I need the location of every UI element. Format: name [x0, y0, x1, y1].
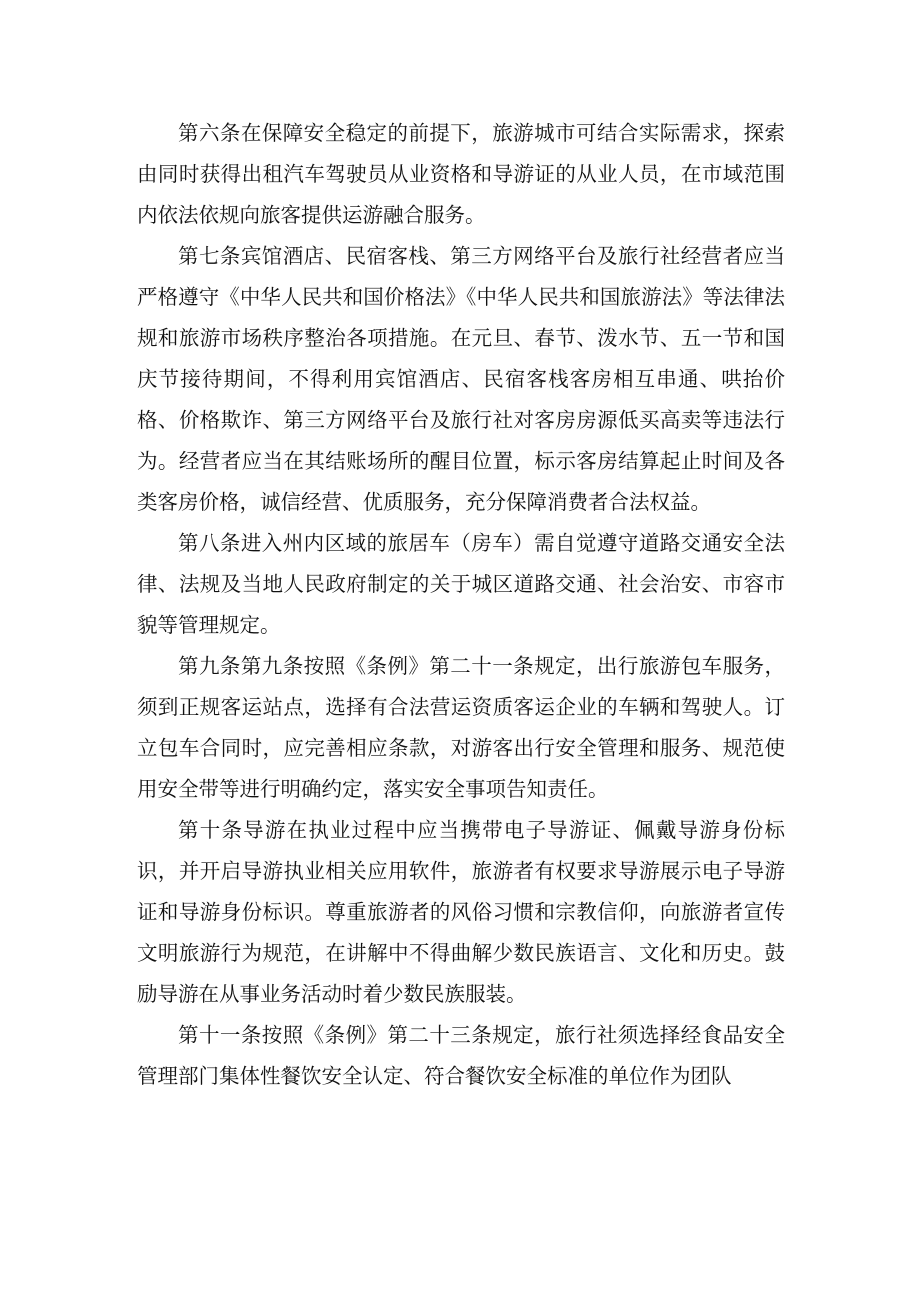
paragraph-article-7: 第七条宾馆酒店、民宿客栈、第三方网络平台及旅行社经营者应当严格遵守《中华人民共和国价格法》《中华人民共和国旅游法》等法律法规和旅游市场秩序整治各项措施。在元旦、春节、泼水节、五一节和国庆节接待期间，不得利用宾馆酒店、民宿客栈客房相互串通、哄抬价格、价格欺诈、第三方网络平台及旅行社对客房房源低买高卖等违法行为。经营者应当在其结账场所的醒目位置，标示客房结算起止时间及各类客房价格，诚信经营、优质服务，充分保障消费者合法权益。 — [137, 244, 785, 514]
paragraph-article-8: 第八条进入州内区域的旅居车（房车）需自觉遵守道路交通安全法律、法规及当地人民政府制定的关于城区道路交通、社会治安、市容市貌等管理规定。 — [137, 531, 785, 637]
paragraph-article-6: 第六条在保障安全稳定的前提下，旅游城市可结合实际需求，探索由同时获得出租汽车驾驶员从业资格和导游证的从业人员，在市域范围内依法依规向旅客提供运游融合服务。 — [137, 121, 785, 227]
paragraph-article-11: 第十一条按照《条例》第二十三条规定，旅行社须选择经食品安全管理部门集体性餐饮安全认定、符合餐饮安全标准的单位作为团队 — [137, 1023, 785, 1088]
paragraph-article-10: 第十条导游在执业过程中应当携带电子导游证、佩戴导游身份标识，并开启导游执业相关应用软件，旅游者有权要求导游展示电子导游证和导游身份标识。尊重旅游者的风俗习惯和宗教信仰，向旅游者宣传文明旅游行为规范，在讲解中不得曲解少数民族语言、文化和历史。鼓励导游在从事业务活动时着少数民族服装。 — [137, 818, 785, 1006]
paragraph-article-9: 第九条第九条按照《条例》第二十一条规定，出行旅游包车服务，须到正规客运站点，选择有合法营运资质客运企业的车辆和驾驶人。订立包车合同时，应完善相应条款，对游客出行安全管理和服务、规范使用安全带等进行明确约定，落实安全事项告知责任。 — [137, 654, 785, 801]
document-body — [137, 113, 785, 1097]
